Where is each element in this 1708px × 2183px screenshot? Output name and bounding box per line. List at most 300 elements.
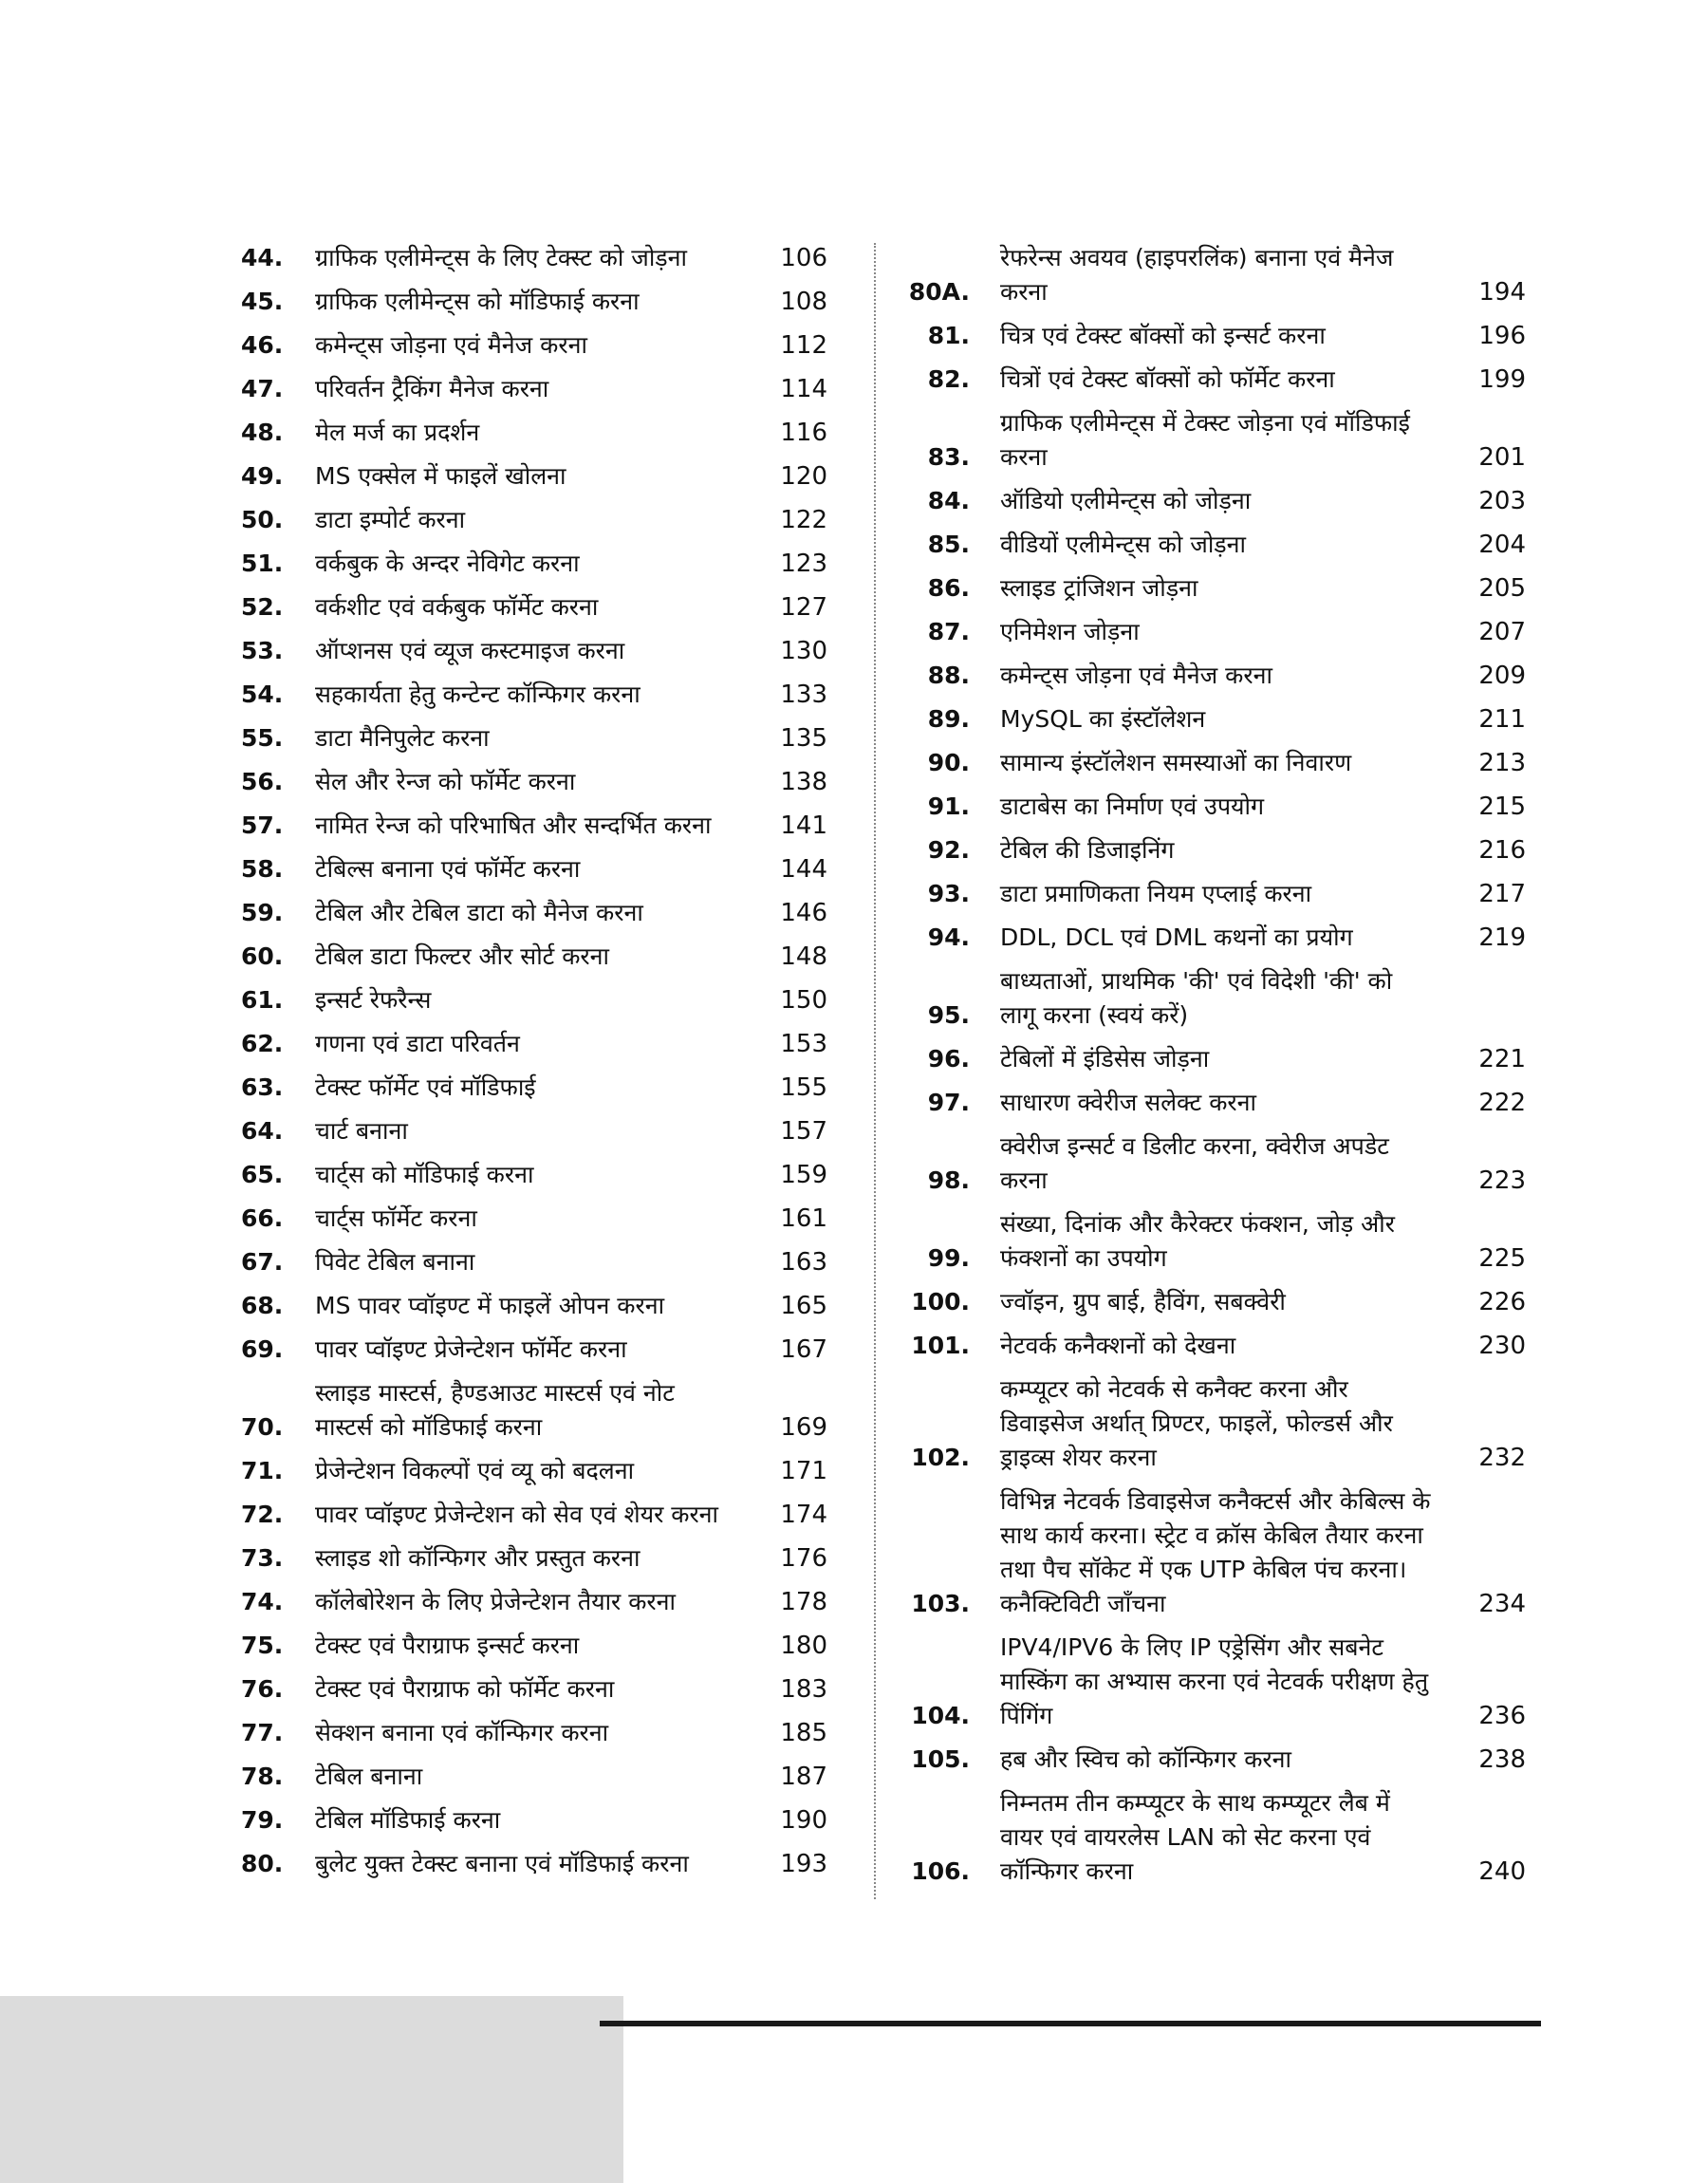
toc-entry[interactable]: [892, 921, 1526, 964]
entry-title-line: वर्कबुक के अन्दर नेविगेट करना: [315, 550, 580, 577]
toc-entry[interactable]: [228, 1760, 827, 1803]
toc-entry[interactable]: [892, 833, 1526, 877]
toc-entry[interactable]: [892, 964, 1526, 1042]
entry-number: 88.: [927, 662, 970, 689]
entry-title-line: रेफरेन्स अवयव (हाइपरलिंक) बनाना एवं मैनेज: [1000, 244, 1394, 271]
entry-page-number: 159: [780, 1161, 827, 1189]
entry-page-number: 193: [780, 1850, 827, 1878]
entry-page-number: 116: [780, 419, 827, 447]
entry-page-number: 120: [780, 462, 827, 491]
entry-page-number: 171: [780, 1457, 827, 1485]
toc-entry[interactable]: [892, 1086, 1526, 1129]
entry-title: [1000, 571, 1459, 606]
entry-number: 93.: [927, 880, 970, 907]
entry-number: 81.: [927, 322, 970, 349]
toc-entry[interactable]: [892, 1743, 1526, 1786]
toc-entry[interactable]: [228, 1454, 827, 1498]
entry-title: [1000, 1329, 1459, 1363]
entry-title: [315, 678, 770, 712]
entry-page-number: 207: [1478, 618, 1526, 646]
toc-entry[interactable]: [228, 503, 827, 547]
entry-title-line: ज्वॉइन, ग्रुप बाई, हैविंग, सबक्वेरी: [1000, 1288, 1286, 1315]
entry-number: 74.: [241, 1588, 284, 1615]
entry-number: 63.: [241, 1073, 284, 1101]
toc-entry[interactable]: [228, 896, 827, 940]
column-divider: [874, 243, 876, 1899]
entry-page-number: 122: [780, 506, 827, 534]
entry-page-number: 114: [780, 375, 827, 403]
toc-entry[interactable]: [892, 1329, 1526, 1372]
entry-title-line: टेबिल डाटा फिल्टर और सोर्ट करना: [315, 942, 609, 970]
entry-title: [1000, 877, 1459, 911]
entry-title-line: करना: [1000, 1166, 1048, 1194]
toc-entry[interactable]: [228, 1803, 827, 1847]
entry-title-line: कनैक्टिविटी जाँचना: [1000, 1590, 1166, 1617]
entry-title-line: इन्सर्ट रेफरैन्स: [315, 986, 432, 1014]
toc-entry[interactable]: [228, 285, 827, 328]
entry-page-number: 238: [1478, 1745, 1526, 1774]
entry-title-line: कमेन्ट्स जोड़ना एवं मैनेज करना: [315, 331, 587, 359]
entry-title-line: ग्राफिक एलीमेन्ट्स को मॉडिफाई करना: [315, 288, 640, 315]
toc-entry[interactable]: [228, 1202, 827, 1245]
entry-title: [315, 721, 770, 756]
entry-title: [315, 809, 770, 843]
entry-title-line: हब और स्विच को कॉन्फिगर करना: [1000, 1745, 1291, 1773]
entry-title-line: करना: [1000, 443, 1048, 471]
entry-title-line: टेक्स्ट एवं पैराग्राफ इन्सर्ट करना: [315, 1632, 580, 1659]
entry-number: 65.: [241, 1161, 284, 1188]
toc-entry[interactable]: [228, 1498, 827, 1541]
entry-page-number: 174: [780, 1501, 827, 1529]
entry-number: 100.: [911, 1288, 970, 1315]
entry-number: 48.: [241, 419, 284, 446]
entry-title: [315, 1716, 770, 1750]
entry-title: [315, 503, 770, 537]
toc-entry[interactable]: [228, 241, 827, 285]
entry-title-line: चार्ट्स को मॉडिफाई करना: [315, 1161, 534, 1188]
entry-page-number: 127: [780, 593, 827, 622]
entry-number: 70.: [241, 1413, 284, 1441]
toc-entry[interactable]: [892, 363, 1526, 406]
entry-number: 50.: [241, 506, 284, 533]
entry-title: [315, 1376, 770, 1445]
entry-page-number: 141: [780, 812, 827, 840]
entry-title-line: प्रेजेन्टेशन विकल्पों एवं व्यू को बदलना: [315, 1457, 635, 1484]
toc-entry[interactable]: [892, 319, 1526, 363]
entry-title-line: ऑडियो एलीमेन्ट्स को जोड़ना: [1000, 487, 1252, 514]
entry-title: [1000, 363, 1459, 397]
entry-title-line: बाध्यताओं, प्राथमिक 'की' एवं विदेशी 'की' को: [1000, 967, 1393, 995]
entry-number: 54.: [241, 681, 284, 708]
entry-page-number: 123: [780, 550, 827, 578]
entry-title-line: MySQL का इंस्टॉलेशन: [1000, 705, 1206, 733]
entry-number: 82.: [927, 365, 970, 393]
entry-number: 45.: [241, 288, 284, 315]
entry-title-line: डाटा इम्पोर्ट करना: [315, 506, 466, 533]
entry-title-line: चित्र एवं टेक्स्ट बॉक्सों को इन्सर्ट करना: [1000, 322, 1326, 349]
toc-entry[interactable]: [228, 809, 827, 852]
entry-title-line: टेबिल की डिजाइनिंग: [1000, 836, 1175, 864]
entry-title: [1000, 1129, 1459, 1198]
entry-number: 60.: [241, 942, 284, 970]
entry-title-line: गणना एवं डाटा परिवर्तन: [315, 1030, 520, 1057]
entry-title: [315, 765, 770, 799]
entry-title: [1000, 1631, 1459, 1733]
toc-entry[interactable]: [892, 1484, 1526, 1631]
entry-title-line: चित्रों एवं टेक्स्ट बॉक्सों को फॉर्मेट करना: [1000, 365, 1335, 393]
toc-entry[interactable]: [228, 940, 827, 983]
entry-title-line: फंक्शनों का उपयोग: [1000, 1244, 1167, 1272]
toc-entry[interactable]: [228, 372, 827, 416]
entry-title-line: निम्नतम तीन कम्प्यूटर के साथ कम्प्यूटर लैब में: [1000, 1789, 1390, 1817]
entry-number: 53.: [241, 637, 284, 664]
toc-entry[interactable]: [228, 1333, 827, 1376]
entry-title-line: टेबिल बनाना: [315, 1763, 423, 1790]
entry-page-number: 221: [1478, 1045, 1526, 1073]
toc-entry[interactable]: [228, 1376, 827, 1454]
toc-entry[interactable]: [892, 528, 1526, 571]
entry-number: 98.: [927, 1166, 970, 1194]
toc-entry[interactable]: [892, 484, 1526, 528]
entry-title: [1000, 1086, 1459, 1120]
entry-title-line: नेटवर्क कनैक्शनों को देखना: [1000, 1332, 1236, 1359]
toc-entry[interactable]: [228, 678, 827, 721]
entry-title: [315, 1071, 770, 1105]
toc-entry[interactable]: [892, 571, 1526, 615]
entry-title-line: डाटाबेस का निर्माण एवं उपयोग: [1000, 793, 1265, 820]
entry-number: 80.: [241, 1850, 284, 1877]
entry-title: [315, 590, 770, 625]
entry-title: [315, 328, 770, 363]
toc-entry[interactable]: [228, 1585, 827, 1629]
entry-title-line: ड्राइव्स शेयर करना: [1000, 1444, 1157, 1471]
entry-title-line: डाटा प्रमाणिकता नियम एप्लाई करना: [1000, 880, 1312, 907]
toc-entry[interactable]: [228, 1716, 827, 1760]
entry-page-number: 187: [780, 1763, 827, 1791]
toc-entry[interactable]: [228, 1071, 827, 1114]
entry-page-number: 106: [780, 244, 827, 272]
entry-title-line: परिवर्तन ट्रैकिंग मैनेज करना: [315, 375, 549, 402]
entry-number: 90.: [927, 749, 970, 776]
entry-title: [1000, 406, 1459, 475]
toc-left-column: [228, 241, 827, 1891]
toc-entry[interactable]: [892, 241, 1526, 319]
entry-number: 51.: [241, 550, 284, 577]
entry-title-line: सेल और रेन्ज को फॉर्मेट करना: [315, 768, 576, 795]
toc-entry[interactable]: [228, 1289, 827, 1333]
toc-entry[interactable]: [228, 1847, 827, 1891]
entry-page-number: 219: [1478, 924, 1526, 952]
entry-page-number: 112: [780, 331, 827, 360]
entry-number: 97.: [927, 1089, 970, 1116]
entry-title-line: एनिमेशन जोड़ना: [1000, 618, 1140, 645]
entry-page-number: 217: [1478, 880, 1526, 908]
toc-entry[interactable]: [228, 983, 827, 1027]
entry-title-line: स्लाइड शो कॉन्फिगर और प्रस्तुत करना: [315, 1544, 640, 1572]
entry-title: [1000, 702, 1459, 737]
toc-entry[interactable]: [228, 1114, 827, 1158]
toc-entry[interactable]: [892, 1042, 1526, 1086]
entry-page-number: 215: [1478, 793, 1526, 821]
entry-title-line: साधारण क्वेरीज सलेक्ट करना: [1000, 1089, 1256, 1116]
entry-number: 47.: [241, 375, 284, 402]
entry-page-number: 138: [780, 768, 827, 796]
toc-entry[interactable]: [892, 1372, 1526, 1484]
entry-title-line: पिंगिंग: [1000, 1702, 1053, 1729]
toc-entry[interactable]: [892, 790, 1526, 833]
entry-title: [315, 634, 770, 668]
toc-entry[interactable]: [228, 416, 827, 459]
entry-title: [315, 896, 770, 930]
toc-entry[interactable]: [892, 702, 1526, 746]
entry-number: 101.: [911, 1332, 970, 1359]
entry-number: 49.: [241, 462, 284, 490]
entry-title: [315, 1114, 770, 1148]
entry-page-number: 163: [780, 1248, 827, 1277]
toc-entry[interactable]: [892, 1207, 1526, 1285]
entry-title-line: पावर प्वॉइण्ट प्रेजेन्टेशन फॉर्मेट करना: [315, 1335, 627, 1363]
entry-title: [1000, 1285, 1459, 1319]
entry-title-line: वायर एवं वायरलेस LAN को सेट करना एवं: [1000, 1823, 1371, 1851]
entry-number: 67.: [241, 1248, 284, 1276]
entry-title: [1000, 319, 1459, 353]
entry-title-line: पिवेट टेबिल बनाना: [315, 1248, 475, 1276]
toc-entry[interactable]: [892, 1129, 1526, 1207]
entry-title-line: कॉन्फिगर करना: [1000, 1857, 1134, 1885]
toc-entry[interactable]: [228, 328, 827, 372]
entry-page-number: 236: [1478, 1702, 1526, 1730]
entry-title: [1000, 833, 1459, 868]
entry-title-line: कॉलेबोरेशन के लिए प्रेजेन्टेशन तैयार करना: [315, 1588, 676, 1615]
toc-entry[interactable]: [228, 590, 827, 634]
entry-title-line: मास्टर्स को मॉडिफाई करना: [315, 1413, 543, 1441]
entry-number: 96.: [927, 1045, 970, 1073]
entry-title: [1000, 790, 1459, 824]
entry-page-number: 203: [1478, 487, 1526, 515]
entry-number: 61.: [241, 986, 284, 1014]
entry-title-line: वर्कशीट एवं वर्कबुक फॉर्मेट करना: [315, 593, 599, 621]
entry-title-line: लागू करना (स्वयं करें): [1000, 1001, 1189, 1029]
entry-number: 92.: [927, 836, 970, 864]
entry-title: [1000, 746, 1459, 780]
toc-entry[interactable]: [228, 1027, 827, 1071]
entry-title: [1000, 615, 1459, 649]
entry-page-number: 196: [1478, 322, 1526, 350]
toc-entry[interactable]: [228, 852, 827, 896]
entry-page-number: 155: [780, 1073, 827, 1102]
entry-page-number: 161: [780, 1204, 827, 1233]
entry-number: 64.: [241, 1117, 284, 1145]
entry-number: 57.: [241, 812, 284, 839]
entry-title-line: स्लाइड ट्रांजिशन जोड़ना: [1000, 574, 1198, 602]
entry-title-line: डिवाइसेज अर्थात् प्रिण्टर, फाइलें, फोल्डर्स और: [1000, 1409, 1393, 1437]
entry-title: [315, 1629, 770, 1663]
entry-number: 55.: [241, 724, 284, 752]
entry-number: 44.: [241, 244, 284, 271]
entry-title: [1000, 1372, 1459, 1475]
entry-number: 99.: [927, 1244, 970, 1272]
toc-entry[interactable]: [228, 1629, 827, 1672]
toc-entry[interactable]: [892, 615, 1526, 659]
entry-title-line: ऑप्शनस एवं व्यूज कस्टमाइज करना: [315, 637, 625, 664]
toc-entry[interactable]: [228, 1245, 827, 1289]
entry-title-line: संख्या, दिनांक और कैरेक्टर फंक्शन, जोड़ और: [1000, 1210, 1395, 1238]
entry-number: 46.: [241, 331, 284, 359]
entry-title: [315, 1245, 770, 1279]
entry-page-number: 190: [780, 1806, 827, 1835]
entry-page-number: 234: [1478, 1590, 1526, 1618]
entry-title: [315, 1541, 770, 1576]
entry-page-number: 135: [780, 724, 827, 753]
toc-entry[interactable]: [892, 1786, 1526, 1898]
entry-page-number: 180: [780, 1632, 827, 1660]
entry-title: [1000, 1484, 1459, 1621]
entry-number: 104.: [911, 1702, 970, 1729]
entry-title: [315, 241, 770, 275]
entry-page-number: 199: [1478, 365, 1526, 394]
entry-title-line: ग्राफिक एलीमेन्ट्स के लिए टेक्स्ट को जोड़ना: [315, 244, 688, 271]
entry-number: 69.: [241, 1335, 284, 1363]
entry-title: [315, 1202, 770, 1236]
entry-title-line: साथ कार्य करना। स्ट्रेट व क्रॉस केबिल तैयार करना: [1000, 1521, 1423, 1549]
entry-title: [1000, 528, 1459, 562]
entry-number: 76.: [241, 1675, 284, 1703]
entry-page-number: 222: [1478, 1089, 1526, 1117]
toc-entry[interactable]: [228, 1158, 827, 1202]
entry-title: [1000, 484, 1459, 518]
toc-entry[interactable]: [892, 746, 1526, 790]
entry-page-number: 130: [780, 637, 827, 665]
entry-number: 106.: [911, 1857, 970, 1885]
entry-page-number: 204: [1478, 531, 1526, 559]
entry-title-line: नामित रेन्ज को परिभाषित और सन्दर्भित करना: [315, 812, 712, 839]
entry-number: 94.: [927, 924, 970, 951]
entry-number: 89.: [927, 705, 970, 733]
entry-number: 77.: [241, 1719, 284, 1746]
entry-page-number: 213: [1478, 749, 1526, 777]
entry-title-line: टेबिल्स बनाना एवं फॉर्मेट करना: [315, 855, 581, 883]
entry-title: [315, 1847, 770, 1881]
entry-page-number: 211: [1478, 705, 1526, 734]
entry-title: [1000, 964, 1459, 1033]
entry-number: 68.: [241, 1292, 284, 1319]
entry-page-number: 240: [1478, 1857, 1526, 1886]
toc-entry[interactable]: [228, 459, 827, 503]
entry-title: [315, 940, 770, 974]
entry-title-line: सहकार्यता हेतु कन्टेन्ट कॉन्फिगर करना: [315, 681, 640, 708]
footer-rule: [600, 2021, 1541, 2026]
entry-page-number: 223: [1478, 1166, 1526, 1195]
entry-number: 91.: [927, 793, 970, 820]
entry-page-number: 144: [780, 855, 827, 884]
entry-title: [315, 1454, 770, 1488]
entry-title: [1000, 241, 1459, 309]
entry-page-number: 209: [1478, 662, 1526, 690]
entry-title: [315, 547, 770, 581]
entry-page-number: 225: [1478, 1244, 1526, 1273]
entry-page-number: 165: [780, 1292, 827, 1320]
entry-page-number: 157: [780, 1117, 827, 1146]
entry-number: 66.: [241, 1204, 284, 1232]
toc-right-column: [892, 241, 1526, 1898]
entry-title-line: MS पावर प्वॉइण्ट में फाइलें ओपन करना: [315, 1292, 665, 1319]
entry-title: [1000, 1207, 1459, 1276]
entry-title-line: क्वेरीज इन्सर्ट व डिलीट करना, क्वेरीज अपडेट: [1000, 1132, 1389, 1160]
entry-page-number: 146: [780, 899, 827, 927]
entry-number: 62.: [241, 1030, 284, 1057]
entry-page-number: 153: [780, 1030, 827, 1058]
entry-page-number: 185: [780, 1719, 827, 1747]
entry-title: [1000, 1743, 1459, 1777]
toc-entry[interactable]: [892, 406, 1526, 484]
entry-title: [315, 1498, 770, 1532]
toc-entry[interactable]: [228, 765, 827, 809]
entry-title: [1000, 1786, 1459, 1889]
entry-number: 80A.: [908, 278, 970, 306]
entry-number: 59.: [241, 899, 284, 926]
entry-title-line: करना: [1000, 278, 1048, 306]
entry-number: 71.: [241, 1457, 284, 1484]
entry-number: 72.: [241, 1501, 284, 1528]
entry-title: [1000, 921, 1459, 955]
toc-entry[interactable]: [228, 634, 827, 678]
toc-entry[interactable]: [892, 1285, 1526, 1329]
entry-title: [1000, 659, 1459, 693]
entry-page-number: 232: [1478, 1444, 1526, 1472]
entry-number: 102.: [911, 1444, 970, 1471]
entry-number: 56.: [241, 768, 284, 795]
entry-title-line: DDL, DCL एवं DML कथनों का प्रयोग: [1000, 924, 1353, 951]
entry-page-number: 108: [780, 288, 827, 316]
toc-entry[interactable]: [228, 721, 827, 765]
entry-number: 52.: [241, 593, 284, 621]
entry-number: 85.: [927, 531, 970, 558]
entry-page-number: 169: [780, 1413, 827, 1442]
entry-number: 58.: [241, 855, 284, 883]
entry-title: [315, 1289, 770, 1323]
footer-gray-box: [0, 1996, 623, 2183]
entry-title: [315, 416, 770, 450]
entry-page-number: 183: [780, 1675, 827, 1704]
toc-entry[interactable]: [228, 1541, 827, 1585]
entry-number: 87.: [927, 618, 970, 645]
entry-title-line: टेक्स्ट एवं पैराग्राफ को फॉर्मेट करना: [315, 1675, 615, 1703]
entry-page-number: 226: [1478, 1288, 1526, 1316]
entry-number: 75.: [241, 1632, 284, 1659]
entry-page-number: 133: [780, 681, 827, 709]
toc-entry[interactable]: [892, 1631, 1526, 1743]
entry-number: 83.: [927, 443, 970, 471]
entry-title-line: टेबिल मॉडिफाई करना: [315, 1806, 501, 1834]
toc-entry[interactable]: [892, 877, 1526, 921]
toc-entry[interactable]: [228, 547, 827, 590]
entry-number: 78.: [241, 1763, 284, 1790]
entry-title-line: ग्राफिक एलीमेन्ट्स में टेक्स्ट जोड़ना एवं मॉडिफाई: [1000, 409, 1410, 437]
entry-title-line: पावर प्वॉइण्ट प्रेजेन्टेशन को सेव एवं शेयर करना: [315, 1501, 719, 1528]
toc-entry[interactable]: [228, 1672, 827, 1716]
entry-page-number: 167: [780, 1335, 827, 1364]
entry-title-line: स्लाइड मास्टर्स, हैण्डआउट मास्टर्स एवं नोट: [315, 1379, 675, 1407]
entry-title-line: कम्प्यूटर को नेटवर्क से कनैक्ट करना और: [1000, 1375, 1348, 1403]
entry-title: [315, 1333, 770, 1367]
entry-title-line: डाटा मैनिपुलेट करना: [315, 724, 490, 752]
entry-title-line: सामान्य इंस्टॉलेशन समस्याओं का निवारण: [1000, 749, 1352, 776]
entry-number: 84.: [927, 487, 970, 514]
entry-title-line: मास्किंग का अभ्यास करना एवं नेटवर्क परीक्षण हेतु: [1000, 1668, 1429, 1695]
entry-title: [315, 1803, 770, 1838]
toc-entry[interactable]: [892, 659, 1526, 702]
entry-title: [315, 372, 770, 406]
